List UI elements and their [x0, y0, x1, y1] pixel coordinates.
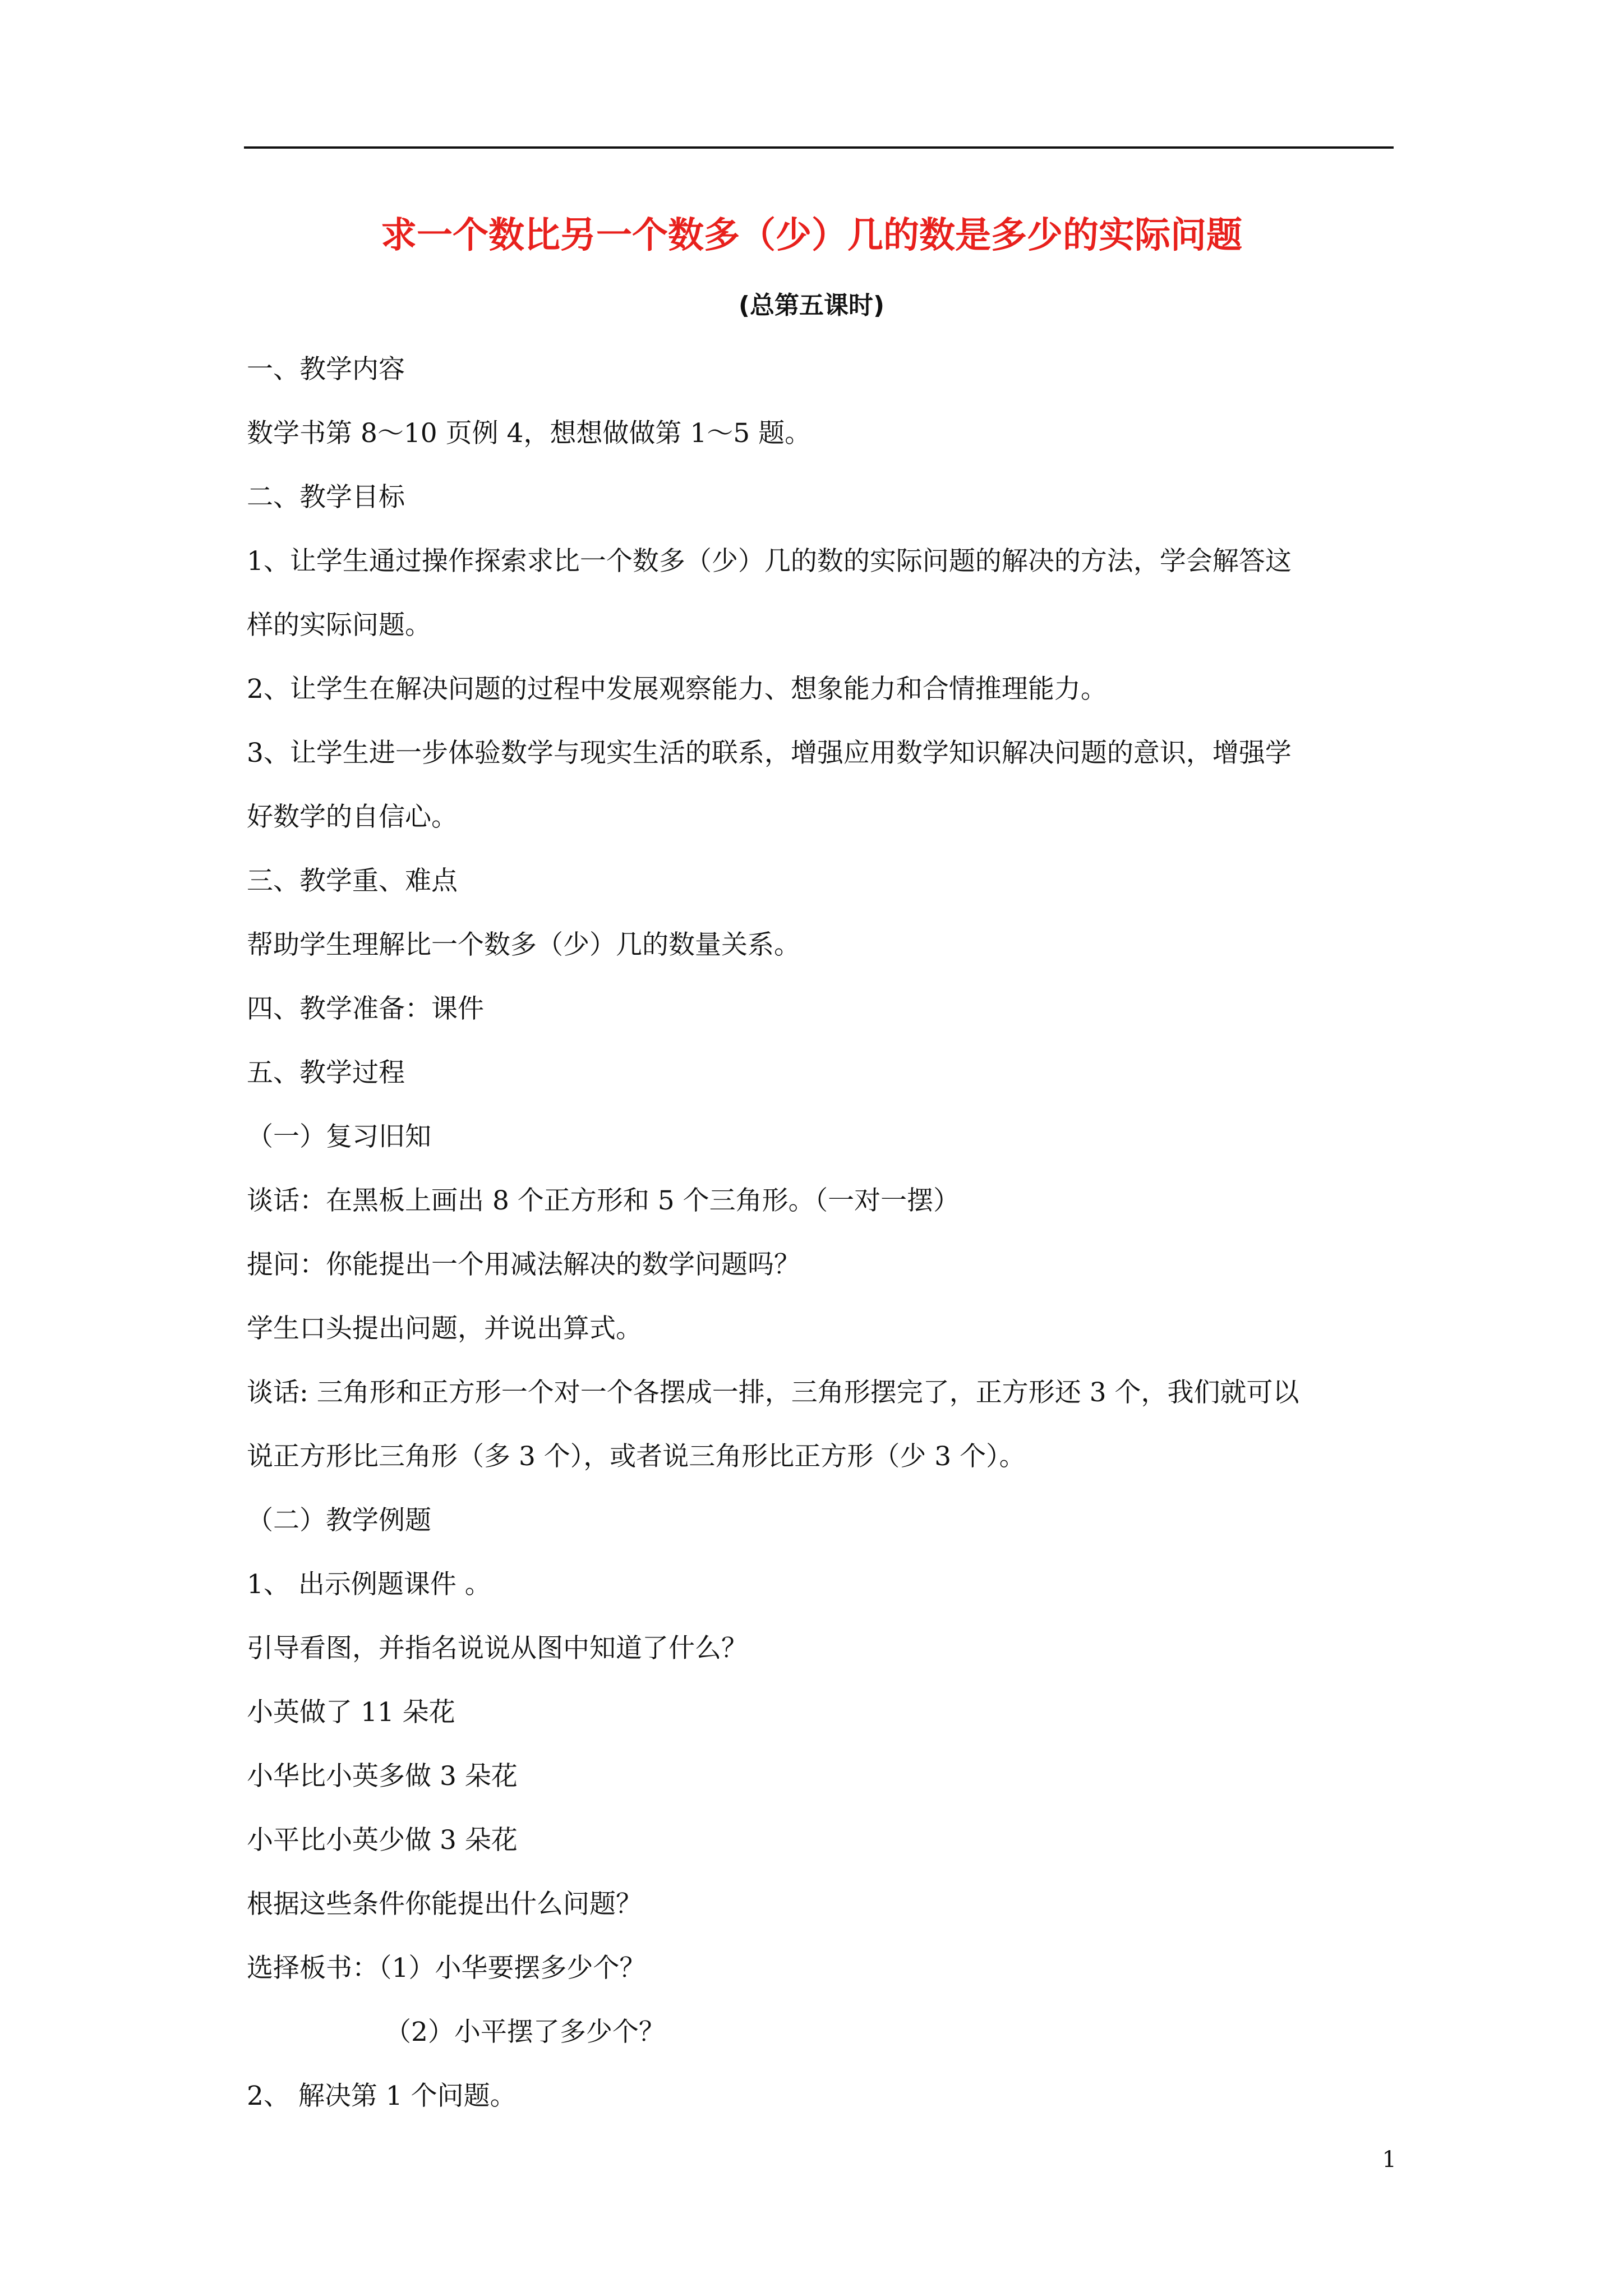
document-title: 求一个数比另一个数多（少）几的数是多少的实际问题	[381, 215, 1242, 256]
paragraph-line: 好数学的自信心。	[247, 802, 458, 832]
paragraph-line: 1、让学生通过操作探索求比一个数多（少）几的数的实际问题的解决的方法，学会解答这	[247, 546, 1292, 577]
paragraph-line: 1、 出示例题课件 。	[247, 1569, 491, 1600]
subsection-heading-example: （二）教学例题	[247, 1505, 431, 1536]
section-heading-content: 一、教学内容	[247, 354, 405, 385]
paragraph-line: 学生口头提出问题，并说出算式。	[247, 1313, 642, 1344]
paragraph-line: 谈话：在黑板上画出 8 个正方形和 5 个三角形。（一对一摆）	[247, 1185, 960, 1216]
section-heading-goals: 二、教学目标	[247, 482, 405, 513]
paragraph-line: 小华比小英多做 3 朵花	[247, 1761, 518, 1792]
paragraph-line: 引导看图，并指名说说从图中知道了什么？	[247, 1633, 748, 1664]
paragraph-line: 2、 解决第 1 个问题。	[247, 2081, 517, 2111]
paragraph-line: 选择板书：（1）小华要摆多少个？	[247, 1953, 646, 1984]
section-heading-preparation: 四、教学准备：课件	[247, 993, 484, 1024]
paragraph-line: 根据这些条件你能提出什么问题？	[247, 1889, 642, 1920]
paragraph-line: 小平比小英少做 3 朵花	[247, 1825, 518, 1856]
header-rule	[244, 146, 1394, 149]
paragraph-line: 3、让学生进一步体验数学与现实生活的联系，增强应用数学知识解决问题的意识，增强学	[247, 738, 1292, 769]
document-body	[247, 338, 1396, 2128]
paragraph-line: 2、让学生在解决问题的过程中发展观察能力、想象能力和合情推理能力。	[247, 674, 1107, 705]
paragraph-line: （2）小平摆了多少个？	[385, 2017, 665, 2047]
paragraph-line: 谈话: 三角形和正方形一个对一个各摆成一排，三角形摆完了，正方形还 3 个，我们就可以	[247, 1377, 1299, 1408]
paragraph-line: 说正方形比三角形（多 3 个），或者说三角形比正方形（少 3 个）。	[247, 1441, 1026, 1472]
paragraph-line: 样的实际问题。	[247, 610, 431, 641]
section-heading-process: 五、教学过程	[247, 1057, 405, 1088]
paragraph-line: 数学书第 8～10 页例 4，想想做做第 1～5 题。	[247, 418, 811, 449]
paragraph-line: 小英做了 11 朵花	[247, 1697, 455, 1728]
subsection-heading-review: （一）复习旧知	[247, 1121, 431, 1152]
page-number: 1	[1382, 2147, 1396, 2173]
section-heading-key-points: 三、教学重、难点	[247, 866, 458, 896]
document-subtitle: (总第五课时)	[738, 291, 885, 320]
paragraph-line: 提问：你能提出一个用减法解决的数学问题吗？	[247, 1249, 800, 1280]
paragraph-line: 帮助学生理解比一个数多（少）几的数量关系。	[247, 930, 800, 960]
